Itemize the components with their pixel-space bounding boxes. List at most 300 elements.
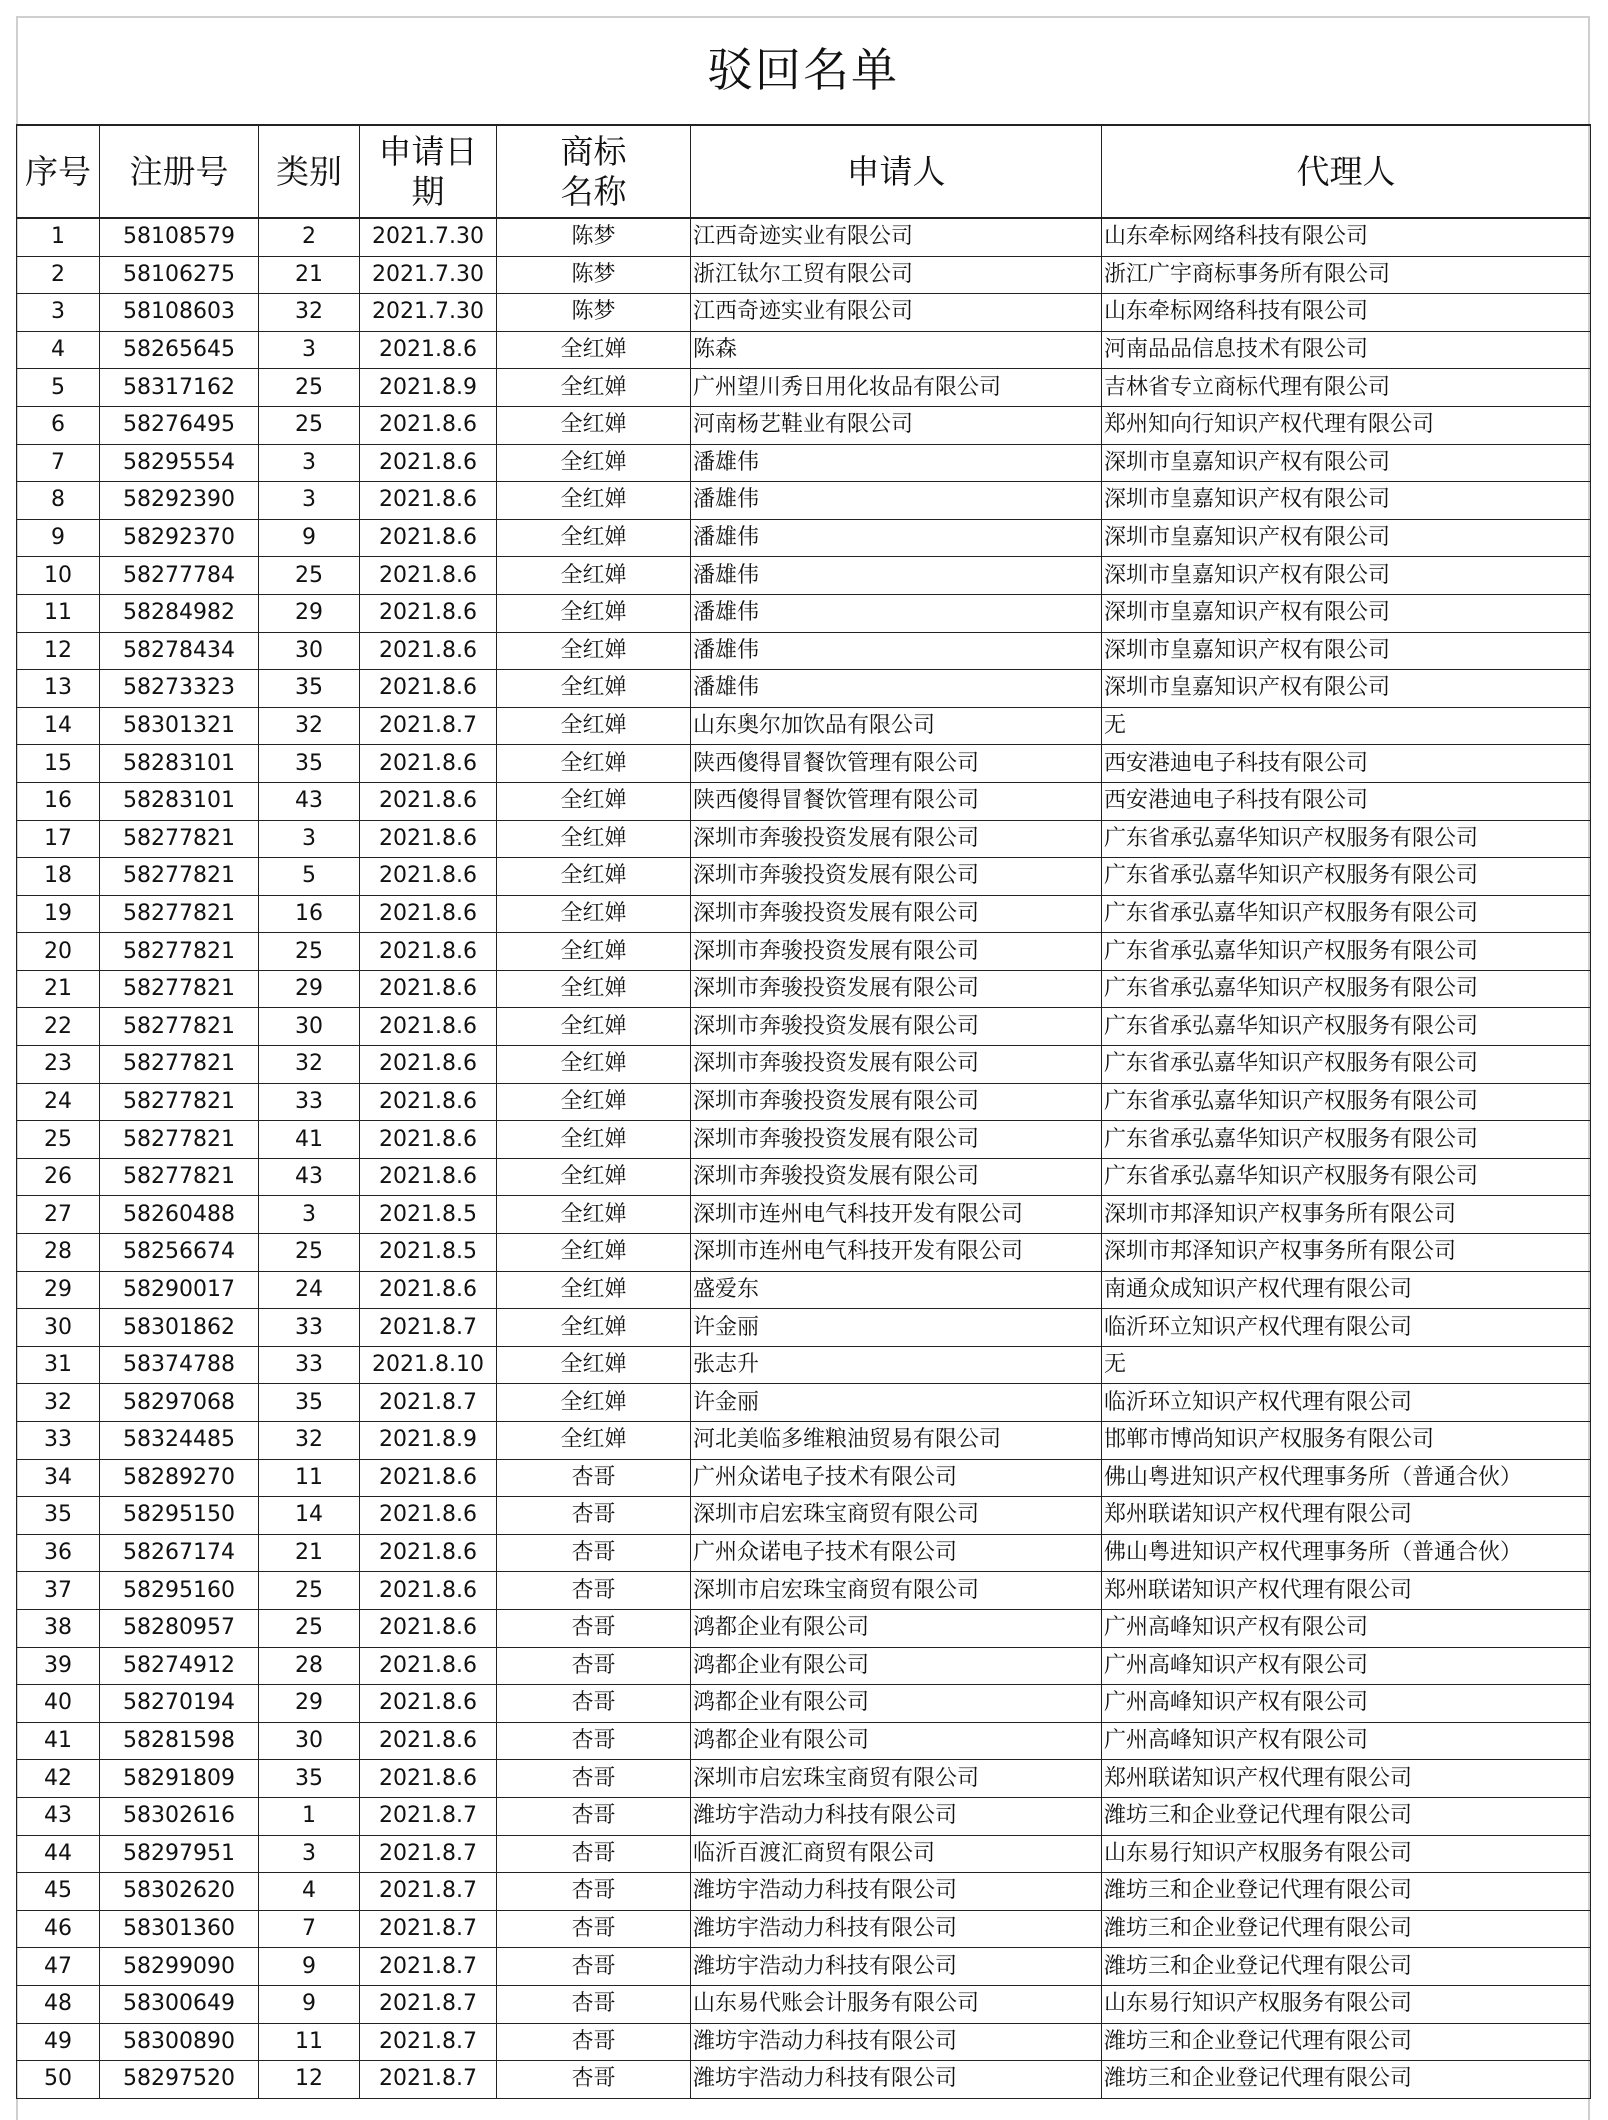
- cell-date: 2021.8.6: [360, 1459, 497, 1497]
- cell-agent: 吉林省专立商标代理有限公司: [1102, 369, 1591, 407]
- cell-seq: 48: [17, 1985, 100, 2023]
- page-title: 驳回名单: [707, 43, 899, 97]
- cell-agent: 深圳市皇嘉知识产权有限公司: [1102, 519, 1591, 557]
- cell-date: 2021.8.6: [360, 1008, 497, 1046]
- cell-applicant: 陕西傻得冒餐饮管理有限公司: [691, 745, 1102, 783]
- cell-date: 2021.8.6: [360, 1271, 497, 1309]
- cell-reg-no: 58301360: [100, 1910, 259, 1948]
- cell-class: 24: [259, 1271, 360, 1309]
- cell-trademark: 杏哥: [497, 1873, 691, 1911]
- cell-seq: 20: [17, 933, 100, 971]
- cell-agent: 山东易行知识产权服务有限公司: [1102, 1985, 1591, 2023]
- cell-trademark: 全红婵: [497, 1158, 691, 1196]
- cell-date: 2021.8.6: [360, 895, 497, 933]
- cell-seq: 28: [17, 1234, 100, 1272]
- cell-seq: 2: [17, 256, 100, 294]
- cell-reg-no: 58301862: [100, 1309, 259, 1347]
- cell-applicant: 许金丽: [691, 1309, 1102, 1347]
- cell-seq: 12: [17, 632, 100, 670]
- table-row: [17, 594, 1591, 632]
- cell-class: 35: [259, 670, 360, 708]
- cell-seq: 4: [17, 331, 100, 369]
- table-row: [17, 406, 1591, 444]
- cell-agent: 潍坊三和企业登记代理有限公司: [1102, 2023, 1591, 2061]
- cell-seq: 36: [17, 1534, 100, 1572]
- cell-seq: 38: [17, 1609, 100, 1647]
- cell-reg-no: 58289270: [100, 1459, 259, 1497]
- cell-date: 2021.8.7: [360, 2061, 497, 2099]
- cell-trademark: 全红婵: [497, 970, 691, 1008]
- cell-trademark: 杏哥: [497, 1835, 691, 1873]
- cell-date: 2021.8.9: [360, 369, 497, 407]
- cell-agent: 无: [1102, 707, 1591, 745]
- cell-trademark: 全红婵: [497, 519, 691, 557]
- table-row: [17, 1835, 1591, 1873]
- cell-agent: 浙江广宇商标事务所有限公司: [1102, 256, 1591, 294]
- table-row: [17, 1948, 1591, 1986]
- cell-class: 3: [259, 820, 360, 858]
- cell-trademark: 全红婵: [497, 1422, 691, 1460]
- table-row: [17, 1271, 1591, 1309]
- cell-class: 25: [259, 557, 360, 595]
- cell-reg-no: 58297520: [100, 2061, 259, 2099]
- cell-reg-no: 58277821: [100, 1158, 259, 1196]
- table-row: [17, 294, 1591, 332]
- cell-date: 2021.8.7: [360, 1985, 497, 2023]
- cell-date: 2021.8.7: [360, 707, 497, 745]
- cell-trademark: 杏哥: [497, 1797, 691, 1835]
- cell-applicant: 潍坊宇浩动力科技有限公司: [691, 1910, 1102, 1948]
- cell-trademark: 全红婵: [497, 369, 691, 407]
- cell-date: 2021.8.7: [360, 1835, 497, 1873]
- cell-date: 2021.8.6: [360, 933, 497, 971]
- cell-date: 2021.7.30: [360, 218, 497, 256]
- cell-reg-no: 58277821: [100, 933, 259, 971]
- cell-agent: 广州高峰知识产权有限公司: [1102, 1647, 1591, 1685]
- cell-date: 2021.8.6: [360, 1534, 497, 1572]
- table-row: [17, 218, 1591, 256]
- cell-seq: 24: [17, 1083, 100, 1121]
- table-row: [17, 369, 1591, 407]
- table-row: [17, 1158, 1591, 1196]
- cell-reg-no: 58291809: [100, 1760, 259, 1798]
- cell-applicant: 潍坊宇浩动力科技有限公司: [691, 1873, 1102, 1911]
- cell-applicant: 江西奇迹实业有限公司: [691, 294, 1102, 332]
- cell-class: 29: [259, 594, 360, 632]
- cell-applicant: 深圳市奔骏投资发展有限公司: [691, 820, 1102, 858]
- cell-reg-no: 58108603: [100, 294, 259, 332]
- cell-class: 1: [259, 1797, 360, 1835]
- cell-seq: 34: [17, 1459, 100, 1497]
- cell-seq: 5: [17, 369, 100, 407]
- cell-agent: 佛山粤进知识产权代理事务所（普通合伙）: [1102, 1459, 1591, 1497]
- cell-applicant: 鸿都企业有限公司: [691, 1685, 1102, 1723]
- cell-date: 2021.8.6: [360, 1722, 497, 1760]
- table-row: [17, 331, 1591, 369]
- cell-class: 33: [259, 1309, 360, 1347]
- cell-agent: 山东易行知识产权服务有限公司: [1102, 1835, 1591, 1873]
- cell-reg-no: 58280957: [100, 1609, 259, 1647]
- cell-reg-no: 58324485: [100, 1422, 259, 1460]
- cell-date: 2021.8.6: [360, 858, 497, 896]
- cell-seq: 14: [17, 707, 100, 745]
- table-row: [17, 1309, 1591, 1347]
- table-row: [17, 2061, 1591, 2099]
- cell-reg-no: 58283101: [100, 782, 259, 820]
- cell-applicant: 陕西傻得冒餐饮管理有限公司: [691, 782, 1102, 820]
- table-row: [17, 482, 1591, 520]
- cell-applicant: 深圳市奔骏投资发展有限公司: [691, 1008, 1102, 1046]
- cell-applicant: 潘雄伟: [691, 670, 1102, 708]
- cell-reg-no: 58278434: [100, 632, 259, 670]
- cell-reg-no: 58277821: [100, 970, 259, 1008]
- cell-seq: 40: [17, 1685, 100, 1723]
- cell-trademark: 全红婵: [497, 670, 691, 708]
- cell-class: 3: [259, 482, 360, 520]
- table-row: [17, 895, 1591, 933]
- cell-seq: 35: [17, 1497, 100, 1535]
- cell-trademark: 杏哥: [497, 1985, 691, 2023]
- cell-applicant: 深圳市奔骏投资发展有限公司: [691, 933, 1102, 971]
- cell-date: 2021.8.6: [360, 1083, 497, 1121]
- cell-class: 25: [259, 933, 360, 971]
- cell-class: 41: [259, 1121, 360, 1159]
- cell-date: 2021.8.6: [360, 1609, 497, 1647]
- cell-reg-no: 58374788: [100, 1346, 259, 1384]
- cell-applicant: 广州望川秀日用化妆品有限公司: [691, 369, 1102, 407]
- cell-class: 7: [259, 1910, 360, 1948]
- cell-seq: 37: [17, 1572, 100, 1610]
- cell-reg-no: 58297068: [100, 1384, 259, 1422]
- table-row: [17, 1910, 1591, 1948]
- table-row: [17, 1760, 1591, 1798]
- cell-seq: 16: [17, 782, 100, 820]
- cell-seq: 17: [17, 820, 100, 858]
- cell-seq: 9: [17, 519, 100, 557]
- table-row: [17, 1534, 1591, 1572]
- cell-applicant: 浙江钛尔工贸有限公司: [691, 256, 1102, 294]
- cell-date: 2021.8.7: [360, 1948, 497, 1986]
- cell-seq: 22: [17, 1008, 100, 1046]
- cell-date: 2021.8.7: [360, 1873, 497, 1911]
- cell-applicant: 深圳市连州电气科技开发有限公司: [691, 1234, 1102, 1272]
- cell-agent: 无: [1102, 1346, 1591, 1384]
- cell-seq: 11: [17, 594, 100, 632]
- cell-applicant: 潍坊宇浩动力科技有限公司: [691, 1797, 1102, 1835]
- cell-reg-no: 58301321: [100, 707, 259, 745]
- cell-reg-no: 58302616: [100, 1797, 259, 1835]
- cell-agent: 潍坊三和企业登记代理有限公司: [1102, 1948, 1591, 1986]
- cell-trademark: 杏哥: [497, 1459, 691, 1497]
- cell-class: 14: [259, 1497, 360, 1535]
- cell-applicant: 深圳市启宏珠宝商贸有限公司: [691, 1760, 1102, 1798]
- cell-trademark: 全红婵: [497, 745, 691, 783]
- cell-class: 32: [259, 1422, 360, 1460]
- cell-agent: 广东省承弘嘉华知识产权服务有限公司: [1102, 933, 1591, 971]
- cell-trademark: 陈梦: [497, 256, 691, 294]
- cell-class: 32: [259, 1046, 360, 1084]
- cell-date: 2021.8.6: [360, 1121, 497, 1159]
- cell-trademark: 全红婵: [497, 1384, 691, 1422]
- cell-applicant: 山东易代账会计服务有限公司: [691, 1985, 1102, 2023]
- cell-trademark: 全红婵: [497, 1346, 691, 1384]
- cell-class: 21: [259, 1534, 360, 1572]
- cell-trademark: 全红婵: [497, 444, 691, 482]
- cell-class: 11: [259, 2023, 360, 2061]
- cell-date: 2021.8.7: [360, 1797, 497, 1835]
- cell-trademark: 杏哥: [497, 1910, 691, 1948]
- cell-agent: 山东牵标网络科技有限公司: [1102, 218, 1591, 256]
- cell-applicant: 鸿都企业有限公司: [691, 1609, 1102, 1647]
- cell-trademark: 全红婵: [497, 858, 691, 896]
- cell-class: 35: [259, 745, 360, 783]
- cell-class: 3: [259, 444, 360, 482]
- table-row: [17, 820, 1591, 858]
- cell-trademark: 全红婵: [497, 1196, 691, 1234]
- cell-agent: 深圳市邦泽知识产权事务所有限公司: [1102, 1196, 1591, 1234]
- cell-trademark: 全红婵: [497, 1234, 691, 1272]
- cell-reg-no: 58273323: [100, 670, 259, 708]
- cell-applicant: 深圳市奔骏投资发展有限公司: [691, 970, 1102, 1008]
- cell-reg-no: 58277821: [100, 1046, 259, 1084]
- cell-trademark: 全红婵: [497, 707, 691, 745]
- cell-seq: 1: [17, 218, 100, 256]
- cell-reg-no: 58277821: [100, 1083, 259, 1121]
- cell-date: 2021.8.6: [360, 1046, 497, 1084]
- cell-agent: 广州高峰知识产权有限公司: [1102, 1722, 1591, 1760]
- header-row: [17, 125, 1591, 218]
- cell-seq: 47: [17, 1948, 100, 1986]
- cell-date: 2021.8.6: [360, 444, 497, 482]
- cell-seq: 32: [17, 1384, 100, 1422]
- cell-seq: 43: [17, 1797, 100, 1835]
- cell-agent: 潍坊三和企业登记代理有限公司: [1102, 1910, 1591, 1948]
- cell-date: 2021.8.7: [360, 2023, 497, 2061]
- cell-class: 33: [259, 1346, 360, 1384]
- cell-applicant: 鸿都企业有限公司: [691, 1722, 1102, 1760]
- cell-date: 2021.8.6: [360, 1497, 497, 1535]
- cell-applicant: 潘雄伟: [691, 594, 1102, 632]
- cell-applicant: 深圳市奔骏投资发展有限公司: [691, 858, 1102, 896]
- cell-date: 2021.8.6: [360, 745, 497, 783]
- cell-class: 21: [259, 256, 360, 294]
- cell-agent: 广东省承弘嘉华知识产权服务有限公司: [1102, 1008, 1591, 1046]
- cell-seq: 46: [17, 1910, 100, 1948]
- cell-reg-no: 58300890: [100, 2023, 259, 2061]
- cell-applicant: 潘雄伟: [691, 557, 1102, 595]
- cell-reg-no: 58290017: [100, 1271, 259, 1309]
- table-row: [17, 1722, 1591, 1760]
- cell-reg-no: 58299090: [100, 1948, 259, 1986]
- cell-agent: 临沂环立知识产权代理有限公司: [1102, 1384, 1591, 1422]
- cell-class: 33: [259, 1083, 360, 1121]
- header-class: 类别: [259, 125, 360, 218]
- cell-agent: 山东牵标网络科技有限公司: [1102, 294, 1591, 332]
- cell-applicant: 广州众诺电子技术有限公司: [691, 1534, 1102, 1572]
- cell-reg-no: 58292370: [100, 519, 259, 557]
- cell-trademark: 杏哥: [497, 1497, 691, 1535]
- cell-trademark: 杏哥: [497, 1685, 691, 1723]
- cell-agent: 广东省承弘嘉华知识产权服务有限公司: [1102, 1121, 1591, 1159]
- cell-reg-no: 58295554: [100, 444, 259, 482]
- header-trademark: 商标名称: [497, 125, 691, 218]
- cell-agent: 邯郸市博尚知识产权服务有限公司: [1102, 1422, 1591, 1460]
- cell-date: 2021.8.7: [360, 1309, 497, 1347]
- cell-class: 32: [259, 707, 360, 745]
- cell-reg-no: 58300649: [100, 1985, 259, 2023]
- header-date: 申请日期: [360, 125, 497, 218]
- cell-class: 25: [259, 1572, 360, 1610]
- cell-agent: 深圳市皇嘉知识产权有限公司: [1102, 670, 1591, 708]
- cell-seq: 29: [17, 1271, 100, 1309]
- cell-agent: 深圳市皇嘉知识产权有限公司: [1102, 444, 1591, 482]
- cell-reg-no: 58295160: [100, 1572, 259, 1610]
- cell-trademark: 杏哥: [497, 1722, 691, 1760]
- cell-applicant: 深圳市启宏珠宝商贸有限公司: [691, 1497, 1102, 1535]
- header-seq: 序号: [17, 125, 100, 218]
- table-row: [17, 1121, 1591, 1159]
- cell-reg-no: 58277784: [100, 557, 259, 595]
- cell-seq: 30: [17, 1309, 100, 1347]
- cell-date: 2021.8.6: [360, 1158, 497, 1196]
- cell-trademark: 全红婵: [497, 782, 691, 820]
- table-row: [17, 1008, 1591, 1046]
- table-row: [17, 1985, 1591, 2023]
- cell-applicant: 河北美临多维粮油贸易有限公司: [691, 1422, 1102, 1460]
- cell-seq: 21: [17, 970, 100, 1008]
- cell-reg-no: 58281598: [100, 1722, 259, 1760]
- cell-agent: 广州高峰知识产权有限公司: [1102, 1609, 1591, 1647]
- cell-class: 3: [259, 331, 360, 369]
- cell-trademark: 全红婵: [497, 1309, 691, 1347]
- cell-trademark: 杏哥: [497, 1948, 691, 1986]
- cell-agent: 深圳市皇嘉知识产权有限公司: [1102, 482, 1591, 520]
- cell-trademark: 全红婵: [497, 406, 691, 444]
- cell-agent: 广东省承弘嘉华知识产权服务有限公司: [1102, 895, 1591, 933]
- cell-trademark: 杏哥: [497, 1572, 691, 1610]
- table-row: [17, 557, 1591, 595]
- cell-seq: 41: [17, 1722, 100, 1760]
- cell-applicant: 深圳市奔骏投资发展有限公司: [691, 895, 1102, 933]
- cell-agent: 广东省承弘嘉华知识产权服务有限公司: [1102, 1046, 1591, 1084]
- cell-seq: 25: [17, 1121, 100, 1159]
- cell-trademark: 杏哥: [497, 2023, 691, 2061]
- cell-agent: 潍坊三和企业登记代理有限公司: [1102, 1797, 1591, 1835]
- cell-agent: 佛山粤进知识产权代理事务所（普通合伙）: [1102, 1534, 1591, 1572]
- cell-reg-no: 58265645: [100, 331, 259, 369]
- cell-date: 2021.8.6: [360, 670, 497, 708]
- cell-date: 2021.7.30: [360, 294, 497, 332]
- cell-date: 2021.8.6: [360, 482, 497, 520]
- cell-reg-no: 58302620: [100, 1873, 259, 1911]
- cell-reg-no: 58277821: [100, 1121, 259, 1159]
- cell-applicant: 深圳市奔骏投资发展有限公司: [691, 1121, 1102, 1159]
- cell-applicant: 鸿都企业有限公司: [691, 1647, 1102, 1685]
- cell-seq: 45: [17, 1873, 100, 1911]
- cell-seq: 7: [17, 444, 100, 482]
- cell-reg-no: 58106275: [100, 256, 259, 294]
- cell-agent: 西安港迪电子科技有限公司: [1102, 782, 1591, 820]
- cell-trademark: 全红婵: [497, 1121, 691, 1159]
- cell-applicant: 潘雄伟: [691, 444, 1102, 482]
- cell-class: 25: [259, 1609, 360, 1647]
- cell-applicant: 河南杨艺鞋业有限公司: [691, 406, 1102, 444]
- cell-applicant: 盛爱东: [691, 1271, 1102, 1309]
- cell-agent: 深圳市皇嘉知识产权有限公司: [1102, 557, 1591, 595]
- cell-reg-no: 58267174: [100, 1534, 259, 1572]
- cell-date: 2021.8.6: [360, 519, 497, 557]
- cell-class: 35: [259, 1384, 360, 1422]
- cell-trademark: 全红婵: [497, 933, 691, 971]
- cell-trademark: 全红婵: [497, 331, 691, 369]
- cell-applicant: 张志升: [691, 1346, 1102, 1384]
- table-row: [17, 858, 1591, 896]
- table-row: [17, 1346, 1591, 1384]
- cell-trademark: 全红婵: [497, 482, 691, 520]
- table-row: [17, 1459, 1591, 1497]
- cell-agent: 郑州联诺知识产权代理有限公司: [1102, 1572, 1591, 1610]
- cell-seq: 18: [17, 858, 100, 896]
- cell-date: 2021.8.5: [360, 1234, 497, 1272]
- cell-class: 30: [259, 632, 360, 670]
- table-row: [17, 1572, 1591, 1610]
- cell-trademark: 陈梦: [497, 294, 691, 332]
- cell-trademark: 杏哥: [497, 1534, 691, 1572]
- cell-applicant: 潍坊宇浩动力科技有限公司: [691, 2023, 1102, 2061]
- cell-class: 35: [259, 1760, 360, 1798]
- cell-agent: 广州高峰知识产权有限公司: [1102, 1685, 1591, 1723]
- cell-seq: 33: [17, 1422, 100, 1460]
- cell-reg-no: 58292390: [100, 482, 259, 520]
- cell-reg-no: 58277821: [100, 858, 259, 896]
- cell-applicant: 临沂百渡汇商贸有限公司: [691, 1835, 1102, 1873]
- cell-reg-no: 58276495: [100, 406, 259, 444]
- table-row: [17, 1497, 1591, 1535]
- cell-date: 2021.7.30: [360, 256, 497, 294]
- cell-seq: 39: [17, 1647, 100, 1685]
- cell-class: 5: [259, 858, 360, 896]
- cell-date: 2021.8.6: [360, 594, 497, 632]
- cell-trademark: 全红婵: [497, 895, 691, 933]
- cell-reg-no: 58108579: [100, 218, 259, 256]
- header-reg-no: 注册号: [100, 125, 259, 218]
- cell-agent: 西安港迪电子科技有限公司: [1102, 745, 1591, 783]
- cell-class: 3: [259, 1835, 360, 1873]
- table-row: [17, 1234, 1591, 1272]
- table-row: [17, 1797, 1591, 1835]
- cell-agent: 深圳市邦泽知识产权事务所有限公司: [1102, 1234, 1591, 1272]
- cell-seq: 13: [17, 670, 100, 708]
- cell-seq: 19: [17, 895, 100, 933]
- cell-applicant: 潘雄伟: [691, 519, 1102, 557]
- cell-class: 30: [259, 1722, 360, 1760]
- cell-applicant: 深圳市奔骏投资发展有限公司: [691, 1158, 1102, 1196]
- cell-reg-no: 58256674: [100, 1234, 259, 1272]
- cell-class: 30: [259, 1008, 360, 1046]
- table-row: [17, 444, 1591, 482]
- cell-date: 2021.8.6: [360, 970, 497, 1008]
- cell-date: 2021.8.7: [360, 1384, 497, 1422]
- cell-applicant: 深圳市奔骏投资发展有限公司: [691, 1046, 1102, 1084]
- cell-class: 43: [259, 1158, 360, 1196]
- cell-reg-no: 58270194: [100, 1685, 259, 1723]
- cell-seq: 15: [17, 745, 100, 783]
- cell-class: 4: [259, 1873, 360, 1911]
- table-row: [17, 1647, 1591, 1685]
- table-row: [17, 2023, 1591, 2061]
- cell-agent: 郑州联诺知识产权代理有限公司: [1102, 1760, 1591, 1798]
- cell-trademark: 陈梦: [497, 218, 691, 256]
